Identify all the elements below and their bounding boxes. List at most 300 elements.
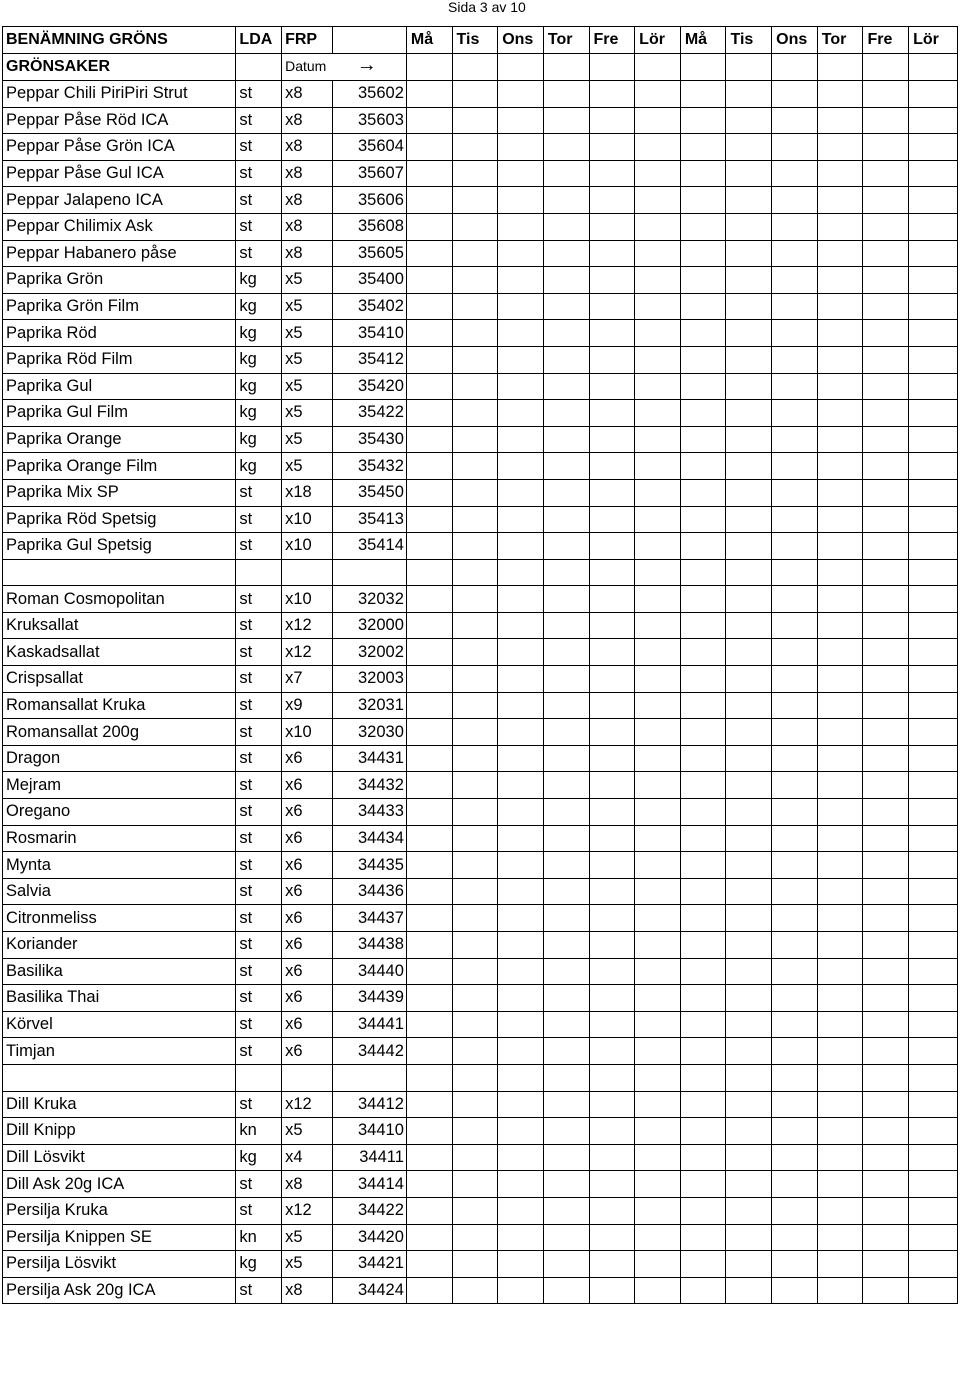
order-qty-cell[interactable] [635, 586, 681, 613]
order-qty-cell[interactable] [863, 320, 909, 347]
order-qty-cell[interactable] [863, 1171, 909, 1198]
order-qty-cell[interactable] [726, 81, 772, 108]
order-qty-cell[interactable] [452, 400, 498, 427]
order-qty-cell[interactable] [817, 293, 863, 320]
order-qty-cell[interactable] [772, 1251, 818, 1278]
order-qty-cell[interactable] [726, 267, 772, 294]
order-qty-cell[interactable] [589, 1277, 635, 1304]
order-qty-cell[interactable] [772, 346, 818, 373]
order-qty-cell[interactable] [406, 213, 452, 240]
order-qty-cell[interactable] [635, 1091, 681, 1118]
order-qty-cell[interactable] [452, 267, 498, 294]
order-qty-cell[interactable] [498, 373, 544, 400]
order-qty-cell[interactable] [498, 1197, 544, 1224]
order-qty-cell[interactable] [589, 559, 635, 586]
order-qty-cell[interactable] [406, 373, 452, 400]
order-qty-cell[interactable] [680, 506, 726, 533]
order-qty-cell[interactable] [772, 666, 818, 693]
order-qty-cell[interactable] [817, 346, 863, 373]
order-qty-cell[interactable] [680, 426, 726, 453]
order-qty-cell[interactable] [452, 586, 498, 613]
order-qty-cell[interactable] [772, 559, 818, 586]
order-qty-cell[interactable] [589, 772, 635, 799]
order-qty-cell[interactable] [817, 1091, 863, 1118]
order-qty-cell[interactable] [817, 1197, 863, 1224]
order-qty-cell[interactable] [452, 240, 498, 267]
order-qty-cell[interactable] [406, 985, 452, 1012]
order-qty-cell[interactable] [863, 612, 909, 639]
order-qty-cell[interactable] [909, 932, 958, 959]
order-qty-cell[interactable] [543, 586, 589, 613]
order-qty-cell[interactable] [726, 878, 772, 905]
order-qty-cell[interactable] [726, 559, 772, 586]
order-qty-cell[interactable] [635, 905, 681, 932]
order-qty-cell[interactable] [589, 1224, 635, 1251]
order-qty-cell[interactable] [680, 985, 726, 1012]
order-qty-cell[interactable] [726, 612, 772, 639]
order-qty-cell[interactable] [406, 612, 452, 639]
order-qty-cell[interactable] [726, 958, 772, 985]
order-qty-cell[interactable] [772, 267, 818, 294]
order-qty-cell[interactable] [726, 400, 772, 427]
order-qty-cell[interactable] [863, 1224, 909, 1251]
order-qty-cell[interactable] [772, 134, 818, 161]
order-qty-cell[interactable] [909, 213, 958, 240]
order-qty-cell[interactable] [543, 81, 589, 108]
order-qty-cell[interactable] [635, 878, 681, 905]
order-qty-cell[interactable] [452, 1091, 498, 1118]
order-qty-cell[interactable] [817, 772, 863, 799]
order-qty-cell[interactable] [680, 825, 726, 852]
order-qty-cell[interactable] [543, 559, 589, 586]
order-qty-cell[interactable] [543, 719, 589, 746]
order-qty-cell[interactable] [863, 346, 909, 373]
order-qty-cell[interactable] [589, 267, 635, 294]
order-qty-cell[interactable] [680, 932, 726, 959]
order-qty-cell[interactable] [863, 533, 909, 560]
order-qty-cell[interactable] [498, 213, 544, 240]
order-qty-cell[interactable] [635, 852, 681, 879]
order-qty-cell[interactable] [726, 506, 772, 533]
order-qty-cell[interactable] [452, 134, 498, 161]
order-qty-cell[interactable] [680, 559, 726, 586]
order-qty-cell[interactable] [863, 852, 909, 879]
order-qty-cell[interactable] [909, 533, 958, 560]
order-qty-cell[interactable] [726, 1064, 772, 1091]
order-qty-cell[interactable] [635, 1277, 681, 1304]
order-qty-cell[interactable] [498, 586, 544, 613]
order-qty-cell[interactable] [635, 1197, 681, 1224]
order-qty-cell[interactable] [452, 107, 498, 134]
date-cell[interactable] [589, 54, 635, 81]
order-qty-cell[interactable] [680, 134, 726, 161]
order-qty-cell[interactable] [863, 1038, 909, 1065]
order-qty-cell[interactable] [635, 958, 681, 985]
order-qty-cell[interactable] [726, 479, 772, 506]
order-qty-cell[interactable] [726, 533, 772, 560]
order-qty-cell[interactable] [452, 559, 498, 586]
order-qty-cell[interactable] [589, 293, 635, 320]
order-qty-cell[interactable] [498, 559, 544, 586]
order-qty-cell[interactable] [498, 453, 544, 480]
order-qty-cell[interactable] [726, 1091, 772, 1118]
order-qty-cell[interactable] [543, 400, 589, 427]
order-qty-cell[interactable] [863, 187, 909, 214]
order-qty-cell[interactable] [452, 958, 498, 985]
order-qty-cell[interactable] [406, 479, 452, 506]
order-qty-cell[interactable] [589, 852, 635, 879]
order-qty-cell[interactable] [452, 932, 498, 959]
order-qty-cell[interactable] [817, 1171, 863, 1198]
order-qty-cell[interactable] [863, 479, 909, 506]
order-qty-cell[interactable] [543, 267, 589, 294]
order-qty-cell[interactable] [498, 932, 544, 959]
order-qty-cell[interactable] [863, 373, 909, 400]
order-qty-cell[interactable] [635, 1118, 681, 1145]
order-qty-cell[interactable] [726, 719, 772, 746]
order-qty-cell[interactable] [543, 240, 589, 267]
order-qty-cell[interactable] [635, 985, 681, 1012]
order-qty-cell[interactable] [498, 240, 544, 267]
order-qty-cell[interactable] [406, 81, 452, 108]
order-qty-cell[interactable] [680, 1197, 726, 1224]
order-qty-cell[interactable] [680, 852, 726, 879]
order-qty-cell[interactable] [909, 267, 958, 294]
order-qty-cell[interactable] [543, 107, 589, 134]
order-qty-cell[interactable] [817, 612, 863, 639]
order-qty-cell[interactable] [635, 1224, 681, 1251]
order-qty-cell[interactable] [498, 1064, 544, 1091]
date-cell[interactable] [452, 54, 498, 81]
order-qty-cell[interactable] [589, 1144, 635, 1171]
order-qty-cell[interactable] [817, 134, 863, 161]
order-qty-cell[interactable] [909, 453, 958, 480]
order-qty-cell[interactable] [589, 1064, 635, 1091]
order-qty-cell[interactable] [543, 905, 589, 932]
order-qty-cell[interactable] [680, 1118, 726, 1145]
order-qty-cell[interactable] [406, 240, 452, 267]
order-qty-cell[interactable] [635, 160, 681, 187]
order-qty-cell[interactable] [635, 453, 681, 480]
order-qty-cell[interactable] [589, 985, 635, 1012]
order-qty-cell[interactable] [726, 745, 772, 772]
order-qty-cell[interactable] [817, 878, 863, 905]
order-qty-cell[interactable] [452, 878, 498, 905]
order-qty-cell[interactable] [589, 134, 635, 161]
order-qty-cell[interactable] [406, 1277, 452, 1304]
order-qty-cell[interactable] [406, 1064, 452, 1091]
order-qty-cell[interactable] [543, 958, 589, 985]
order-qty-cell[interactable] [498, 825, 544, 852]
order-qty-cell[interactable] [543, 1197, 589, 1224]
order-qty-cell[interactable] [772, 1277, 818, 1304]
order-qty-cell[interactable] [726, 666, 772, 693]
order-qty-cell[interactable] [726, 772, 772, 799]
order-qty-cell[interactable] [406, 107, 452, 134]
order-qty-cell[interactable] [589, 666, 635, 693]
order-qty-cell[interactable] [406, 745, 452, 772]
order-qty-cell[interactable] [772, 160, 818, 187]
order-qty-cell[interactable] [909, 1171, 958, 1198]
order-qty-cell[interactable] [817, 692, 863, 719]
order-qty-cell[interactable] [543, 1277, 589, 1304]
order-qty-cell[interactable] [406, 1224, 452, 1251]
order-qty-cell[interactable] [406, 453, 452, 480]
order-qty-cell[interactable] [498, 134, 544, 161]
order-qty-cell[interactable] [543, 533, 589, 560]
order-qty-cell[interactable] [817, 799, 863, 826]
order-qty-cell[interactable] [406, 426, 452, 453]
order-qty-cell[interactable] [909, 373, 958, 400]
order-qty-cell[interactable] [543, 1144, 589, 1171]
order-qty-cell[interactable] [589, 1118, 635, 1145]
order-qty-cell[interactable] [772, 479, 818, 506]
order-qty-cell[interactable] [863, 639, 909, 666]
order-qty-cell[interactable] [635, 692, 681, 719]
order-qty-cell[interactable] [543, 1038, 589, 1065]
order-qty-cell[interactable] [909, 852, 958, 879]
order-qty-cell[interactable] [817, 479, 863, 506]
order-qty-cell[interactable] [680, 187, 726, 214]
order-qty-cell[interactable] [406, 134, 452, 161]
order-qty-cell[interactable] [452, 1011, 498, 1038]
order-qty-cell[interactable] [635, 400, 681, 427]
order-qty-cell[interactable] [863, 1091, 909, 1118]
order-qty-cell[interactable] [772, 772, 818, 799]
order-qty-cell[interactable] [543, 293, 589, 320]
order-qty-cell[interactable] [726, 213, 772, 240]
order-qty-cell[interactable] [817, 533, 863, 560]
order-qty-cell[interactable] [909, 320, 958, 347]
order-qty-cell[interactable] [635, 639, 681, 666]
order-qty-cell[interactable] [863, 506, 909, 533]
order-qty-cell[interactable] [680, 81, 726, 108]
order-qty-cell[interactable] [635, 719, 681, 746]
order-qty-cell[interactable] [452, 81, 498, 108]
order-qty-cell[interactable] [817, 1011, 863, 1038]
order-qty-cell[interactable] [589, 346, 635, 373]
order-qty-cell[interactable] [498, 799, 544, 826]
order-qty-cell[interactable] [589, 107, 635, 134]
order-qty-cell[interactable] [589, 533, 635, 560]
order-qty-cell[interactable] [680, 400, 726, 427]
order-qty-cell[interactable] [452, 160, 498, 187]
order-qty-cell[interactable] [406, 825, 452, 852]
order-qty-cell[interactable] [406, 1251, 452, 1278]
order-qty-cell[interactable] [726, 799, 772, 826]
order-qty-cell[interactable] [909, 1251, 958, 1278]
order-qty-cell[interactable] [772, 1038, 818, 1065]
order-qty-cell[interactable] [817, 985, 863, 1012]
order-qty-cell[interactable] [863, 878, 909, 905]
order-qty-cell[interactable] [543, 1224, 589, 1251]
order-qty-cell[interactable] [680, 320, 726, 347]
order-qty-cell[interactable] [589, 799, 635, 826]
order-qty-cell[interactable] [863, 1251, 909, 1278]
order-qty-cell[interactable] [680, 612, 726, 639]
order-qty-cell[interactable] [726, 852, 772, 879]
order-qty-cell[interactable] [909, 905, 958, 932]
order-qty-cell[interactable] [543, 346, 589, 373]
order-qty-cell[interactable] [772, 426, 818, 453]
order-qty-cell[interactable] [498, 346, 544, 373]
order-qty-cell[interactable] [863, 293, 909, 320]
order-qty-cell[interactable] [863, 1144, 909, 1171]
order-qty-cell[interactable] [772, 586, 818, 613]
order-qty-cell[interactable] [635, 240, 681, 267]
order-qty-cell[interactable] [772, 1091, 818, 1118]
order-qty-cell[interactable] [406, 1171, 452, 1198]
order-qty-cell[interactable] [909, 240, 958, 267]
order-qty-cell[interactable] [772, 745, 818, 772]
order-qty-cell[interactable] [543, 320, 589, 347]
order-qty-cell[interactable] [635, 1251, 681, 1278]
order-qty-cell[interactable] [863, 160, 909, 187]
order-qty-cell[interactable] [726, 320, 772, 347]
order-qty-cell[interactable] [498, 267, 544, 294]
order-qty-cell[interactable] [543, 213, 589, 240]
order-qty-cell[interactable] [680, 1144, 726, 1171]
order-qty-cell[interactable] [498, 400, 544, 427]
order-qty-cell[interactable] [680, 213, 726, 240]
order-qty-cell[interactable] [589, 1251, 635, 1278]
order-qty-cell[interactable] [772, 825, 818, 852]
order-qty-cell[interactable] [772, 1118, 818, 1145]
order-qty-cell[interactable] [543, 479, 589, 506]
order-qty-cell[interactable] [498, 612, 544, 639]
order-qty-cell[interactable] [452, 799, 498, 826]
date-cell[interactable] [680, 54, 726, 81]
order-qty-cell[interactable] [817, 1144, 863, 1171]
order-qty-cell[interactable] [909, 506, 958, 533]
order-qty-cell[interactable] [863, 666, 909, 693]
order-qty-cell[interactable] [543, 985, 589, 1012]
order-qty-cell[interactable] [863, 400, 909, 427]
order-qty-cell[interactable] [909, 559, 958, 586]
order-qty-cell[interactable] [772, 506, 818, 533]
order-qty-cell[interactable] [817, 213, 863, 240]
order-qty-cell[interactable] [543, 799, 589, 826]
order-qty-cell[interactable] [543, 1118, 589, 1145]
order-qty-cell[interactable] [635, 666, 681, 693]
order-qty-cell[interactable] [406, 187, 452, 214]
order-qty-cell[interactable] [589, 160, 635, 187]
order-qty-cell[interactable] [680, 1064, 726, 1091]
order-qty-cell[interactable] [452, 985, 498, 1012]
order-qty-cell[interactable] [863, 267, 909, 294]
date-cell[interactable] [726, 54, 772, 81]
order-qty-cell[interactable] [406, 533, 452, 560]
order-qty-cell[interactable] [589, 586, 635, 613]
order-qty-cell[interactable] [772, 187, 818, 214]
order-qty-cell[interactable] [406, 1038, 452, 1065]
order-qty-cell[interactable] [589, 400, 635, 427]
order-qty-cell[interactable] [589, 213, 635, 240]
order-qty-cell[interactable] [635, 559, 681, 586]
order-qty-cell[interactable] [589, 240, 635, 267]
order-qty-cell[interactable] [863, 1064, 909, 1091]
order-qty-cell[interactable] [863, 905, 909, 932]
order-qty-cell[interactable] [680, 1038, 726, 1065]
order-qty-cell[interactable] [772, 1064, 818, 1091]
order-qty-cell[interactable] [498, 1171, 544, 1198]
order-qty-cell[interactable] [406, 932, 452, 959]
order-qty-cell[interactable] [543, 745, 589, 772]
order-qty-cell[interactable] [589, 878, 635, 905]
order-qty-cell[interactable] [909, 160, 958, 187]
order-qty-cell[interactable] [726, 692, 772, 719]
order-qty-cell[interactable] [726, 586, 772, 613]
order-qty-cell[interactable] [817, 107, 863, 134]
order-qty-cell[interactable] [589, 825, 635, 852]
order-qty-cell[interactable] [452, 373, 498, 400]
order-qty-cell[interactable] [772, 932, 818, 959]
order-qty-cell[interactable] [406, 799, 452, 826]
order-qty-cell[interactable] [772, 373, 818, 400]
order-qty-cell[interactable] [772, 81, 818, 108]
order-qty-cell[interactable] [543, 825, 589, 852]
order-qty-cell[interactable] [543, 1064, 589, 1091]
order-qty-cell[interactable] [498, 772, 544, 799]
order-qty-cell[interactable] [863, 1277, 909, 1304]
order-qty-cell[interactable] [817, 267, 863, 294]
order-qty-cell[interactable] [498, 1251, 544, 1278]
order-qty-cell[interactable] [635, 1011, 681, 1038]
order-qty-cell[interactable] [772, 293, 818, 320]
order-qty-cell[interactable] [635, 612, 681, 639]
order-qty-cell[interactable] [772, 692, 818, 719]
order-qty-cell[interactable] [726, 825, 772, 852]
order-qty-cell[interactable] [726, 240, 772, 267]
order-qty-cell[interactable] [406, 666, 452, 693]
order-qty-cell[interactable] [680, 905, 726, 932]
order-qty-cell[interactable] [726, 1144, 772, 1171]
order-qty-cell[interactable] [680, 453, 726, 480]
order-qty-cell[interactable] [406, 1144, 452, 1171]
order-qty-cell[interactable] [635, 320, 681, 347]
order-qty-cell[interactable] [680, 107, 726, 134]
order-qty-cell[interactable] [589, 692, 635, 719]
order-qty-cell[interactable] [817, 666, 863, 693]
order-qty-cell[interactable] [726, 134, 772, 161]
order-qty-cell[interactable] [817, 160, 863, 187]
order-qty-cell[interactable] [680, 1251, 726, 1278]
order-qty-cell[interactable] [726, 1197, 772, 1224]
order-qty-cell[interactable] [680, 666, 726, 693]
order-qty-cell[interactable] [452, 639, 498, 666]
order-qty-cell[interactable] [635, 293, 681, 320]
order-qty-cell[interactable] [635, 1038, 681, 1065]
order-qty-cell[interactable] [817, 506, 863, 533]
order-qty-cell[interactable] [498, 426, 544, 453]
order-qty-cell[interactable] [543, 772, 589, 799]
order-qty-cell[interactable] [726, 639, 772, 666]
order-qty-cell[interactable] [909, 825, 958, 852]
order-qty-cell[interactable] [726, 1224, 772, 1251]
order-qty-cell[interactable] [772, 639, 818, 666]
order-qty-cell[interactable] [863, 692, 909, 719]
date-cell[interactable] [909, 54, 958, 81]
order-qty-cell[interactable] [589, 1091, 635, 1118]
order-qty-cell[interactable] [498, 320, 544, 347]
order-qty-cell[interactable] [498, 639, 544, 666]
order-qty-cell[interactable] [772, 1144, 818, 1171]
order-qty-cell[interactable] [909, 134, 958, 161]
order-qty-cell[interactable] [498, 81, 544, 108]
order-qty-cell[interactable] [406, 1118, 452, 1145]
order-qty-cell[interactable] [543, 1171, 589, 1198]
order-qty-cell[interactable] [680, 639, 726, 666]
